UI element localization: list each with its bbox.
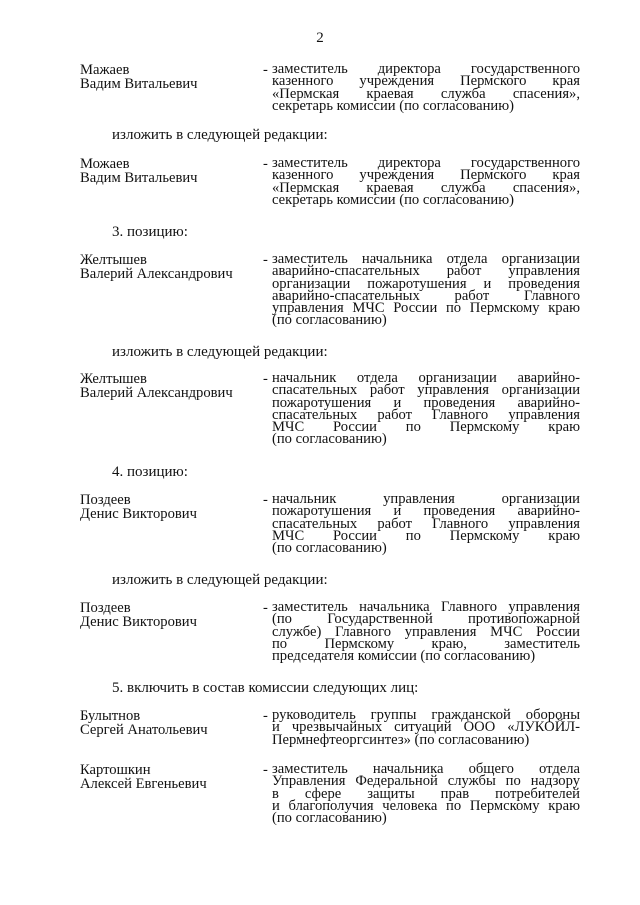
amendment-paragraph: 3. позицию: [112, 224, 188, 240]
position-description: заместитель начальника отдела организации аварийно-спасательных работ управления организации пожаротушения и проведения аварийно-спасательных работ Главного управления МЧС России по Пермскому краю (по согласованию) [272, 251, 580, 329]
position-description: заместитель начальника Главного управления (по Государственной противопожарной службе) Главного управления МЧС России по Пермскому краю, заместитель председателя комиссии (по согласованию) [272, 599, 580, 665]
dash: - [263, 600, 268, 616]
person-name: Можаев Вадим Витальевич [80, 156, 198, 186]
dash: - [263, 492, 268, 508]
person-name: Поздеев Денис Викторович [80, 600, 197, 630]
dash: - [263, 708, 268, 724]
person-name: Мажаев Вадим Витальевич [80, 62, 198, 92]
dash: - [263, 252, 268, 268]
position-description: заместитель директора государственного казенного учреждения Пермского края «Пермская краевая служба спасения», секретарь комиссии (по согласованию) [272, 155, 580, 208]
dash: - [263, 762, 268, 778]
person-name: Картошкин Алексей Евгеньевич [80, 762, 207, 792]
amendment-paragraph: 4. позицию: [112, 464, 188, 480]
position-description: начальник управления организации пожаротушения и проведения аварийно- спасательных работ Главного управления МЧС России по Пермскому краю (по согласованию) [272, 491, 580, 557]
position-description: заместитель начальника общего отдела Управления Федеральной службы по надзору в сфере защиты прав потребителей и благополучия человека по Пермскому краю (по согласованию) [272, 761, 580, 827]
dash: - [263, 156, 268, 172]
amendment-paragraph: изложить в следующей редакции: [112, 127, 328, 143]
person-name: Желтышев Валерий Александрович [80, 371, 233, 401]
position-description: руководитель группы гражданской обороны и чрезвычайных ситуаций ООО «ЛУКОЙЛ- Пермнефтеоргсинтез» (по согласованию) [272, 707, 580, 748]
dash: - [263, 371, 268, 387]
amendment-paragraph: изложить в следующей редакции: [112, 572, 328, 588]
page-number: 2 [316, 30, 324, 46]
position-description: заместитель директора государственного казенного учреждения Пермского края «Пермская краевая служба спасения», секретарь комиссии (по согласованию) [272, 61, 580, 114]
amendment-paragraph: 5. включить в состав комиссии следующих лиц: [112, 680, 419, 696]
position-description: начальник отдела организации аварийно- спасательных работ управления организации пожаротушения и проведения аварийно- спасательных работ Главного управления МЧС России по Пермскому краю (по согласованию) [272, 370, 580, 448]
dash: - [263, 62, 268, 78]
person-name: Поздеев Денис Викторович [80, 492, 197, 522]
person-name: Булытнов Сергей Анатольевич [80, 708, 208, 738]
person-name: Желтышев Валерий Александрович [80, 252, 233, 282]
amendment-paragraph: изложить в следующей редакции: [112, 344, 328, 360]
